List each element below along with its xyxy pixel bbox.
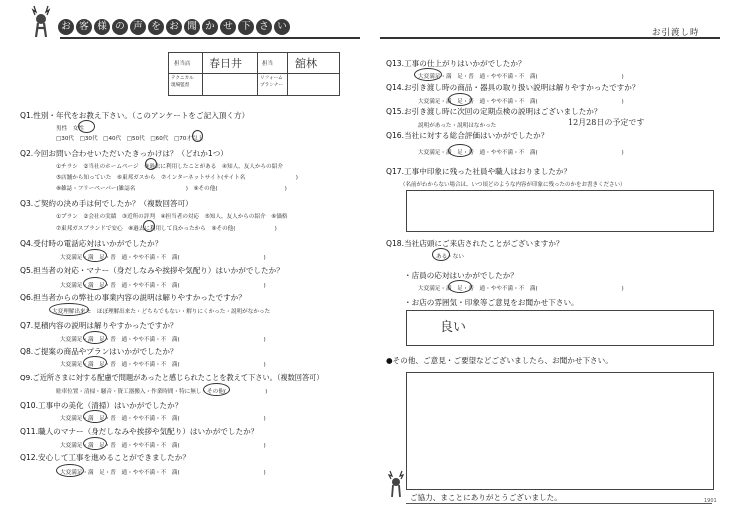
right-title: お引渡し時: [652, 28, 700, 38]
title-char: か: [202, 19, 218, 35]
q1-age: □30代 □30代 □40代 □50代 □60代 □70才以上: [56, 136, 204, 142]
q11-scale: 大変満足・満 足・普 通・やや不満・不 満( ): [60, 443, 266, 449]
q6: Q6.担当者からの弊社の事業内容の説明は解りやすかったですか？: [20, 293, 246, 302]
thanks-message: ご協力、まことにありがとうございました。: [410, 493, 562, 502]
q9-options: 駐車位置・清掃・騒音・資工器搬入・作業時間・特に無し・その他( ): [56, 389, 268, 395]
q18: Q18.当社店頭にご来店されたことがございますか？: [386, 239, 564, 248]
staff-table: [168, 52, 340, 96]
title-char: さ: [256, 19, 272, 35]
q5-scale: 大変満足・満 足・普 通・やや不満・不 満( ): [60, 283, 266, 289]
q14-scale: 大変満足・満 足・普 通・やや不満・不 満( ): [418, 99, 624, 105]
title-char: を: [148, 19, 164, 35]
q4: Q4.受付時の電話応対はいかがでしたか？: [20, 239, 163, 248]
title-char: の: [112, 19, 128, 35]
deer-logo-icon: [26, 4, 56, 38]
q10: Q10.工事中の美化（清掃）はいかがでしたか？: [20, 401, 183, 410]
other-comments-label: ●その他、ご意見・ご要望などございましたら、お聞かせ下さい。: [386, 356, 613, 365]
q17-note: （名前がわからない場合は、いつ頃どのような内容が印象に残ったのかをお書きください）: [400, 182, 626, 188]
store-value: 春日井: [209, 57, 242, 70]
title-char: い: [274, 19, 290, 35]
q5: Q5.担当者の対応・マナー（身だしなみや挨拶や気配り）はいかがでしたか？: [20, 266, 284, 275]
q18-options: ある・ない: [436, 254, 464, 260]
q2-option-1: ①チラシ ②当社のホームページ ③過去に利用したことがある ④知人、友人からの紹介: [56, 164, 283, 170]
title-char: せ: [220, 19, 236, 35]
title-char: 聞: [184, 19, 200, 35]
title-char: お: [58, 19, 74, 35]
title-char: 下: [238, 19, 254, 35]
q12-scale: 大変満足・満 足・普 通・やや不満・不 満( ): [60, 470, 266, 476]
q18-staff-question: ・店員の応対はいかがでしたか？: [404, 271, 518, 280]
title-char: 様: [94, 19, 110, 35]
store-label: 担当店: [174, 61, 191, 67]
q8-scale: 大変満足・満 足・普 通・やや不満・不 満( ): [60, 362, 266, 368]
title-char: お: [166, 19, 182, 35]
q16: Q16.当社に対する総合評価はいかがでしたか？: [386, 131, 549, 140]
staff-value: 舘林: [295, 57, 317, 70]
q15: Q15.お引き渡し時に次回の定期点検の説明はございましたか？: [386, 107, 602, 116]
q13-scale: 大変満足・満 足・普 通・やや不満・不 満( ): [418, 74, 624, 80]
title-char: 声: [130, 19, 146, 35]
q2-option-3: ⑧雑誌・フリーペーパー(雑誌名 ) ⑨その他( ): [56, 186, 287, 192]
q2: Q2.今回お問い合わせいただいたきっかけは？（どれか1つ）: [20, 149, 228, 158]
q1: Q1.性別・年代をお教え下さい。（このアンケートをご記入頂く方）: [20, 111, 250, 120]
q12: Q12.安心して工事を進めることができましたか？: [20, 453, 190, 462]
q7: Q7.見積内容の説明は解りやすかったですか？: [20, 321, 178, 330]
q10-scale: 大変満足・満 足・普 通・やや不満・不 満( ): [60, 416, 266, 422]
q9: Q9.ご近所さまに対する配慮で問題があったと感じられたことを教えて下さい。（複数回答可）: [20, 373, 324, 382]
q17-answer-box[interactable]: [406, 190, 714, 232]
q18-store-question: ・お店の雰囲気・印象等ご意見をお聞かせ下さい。: [404, 298, 579, 307]
title-char: 客: [76, 19, 92, 35]
q4-scale: 大変満足・満 足・普 通・やや不満・不 満( ): [60, 255, 266, 261]
deer-footer-icon: [384, 470, 408, 498]
q8: Q8.ご提案の商品やプランはいかがでしたか？: [20, 347, 178, 356]
q2-option-2: ⑤店舗から知っていた ⑥東邦ガスから ⑦インターネットサイト(サイト名 ): [56, 175, 298, 181]
q15-options: 説明があった・説明はなかった: [418, 123, 497, 129]
q11: Q11.職人のマナー（身だしなみや挨拶や気配り）はいかがでしたか？: [20, 427, 259, 436]
q15-handwritten: 12月28日の予定です: [568, 118, 645, 127]
q3: Q3.ご契約の決め手は何でしたか？（複数回答可）: [20, 199, 193, 208]
form-code: 1901: [704, 498, 717, 504]
q17: Q17.工事中印象に残った社員や職人はおりましたか？: [386, 167, 572, 176]
q6-options: 大変理解出来た ほぼ理解出来た・どちらでもない・解りにくかった・説明がなかった: [52, 309, 271, 315]
staff-label: 担当: [262, 61, 274, 67]
technical-label: テクニカル 現場監督: [171, 76, 194, 88]
q3-option-2: ⑦東邦ガスブランドで安心 ⑧過去に利用して良かったから ⑨その他( ): [56, 226, 277, 232]
other-comments-box[interactable]: [406, 372, 714, 490]
planner-label: リフォーム プランナー: [260, 76, 283, 88]
q14: Q14.お引き渡し時の商品・器具の取り扱い説明は解りやすかったですか？: [386, 83, 640, 92]
q18-handwritten: 良い: [440, 320, 467, 335]
q3-option-1: ①プラン ②会社の実績 ③近所の評判 ④担当者の対応 ⑤知人、友人からの紹介 ⑥価格: [56, 214, 288, 220]
q18-scale: 大変満足・満 足・普 通・やや不満・不 満( ): [418, 286, 624, 292]
q7-scale: 大変満足・満 足・普 通・やや不満・不 満( ): [60, 337, 266, 343]
q1-gender: 男性 女性: [56, 126, 84, 132]
q16-scale: 大変満足・満 足・普 通・やや不満・不 満( ): [418, 150, 624, 156]
q13: Q13.工事の仕上がりはいかがでしたか？: [386, 59, 526, 68]
